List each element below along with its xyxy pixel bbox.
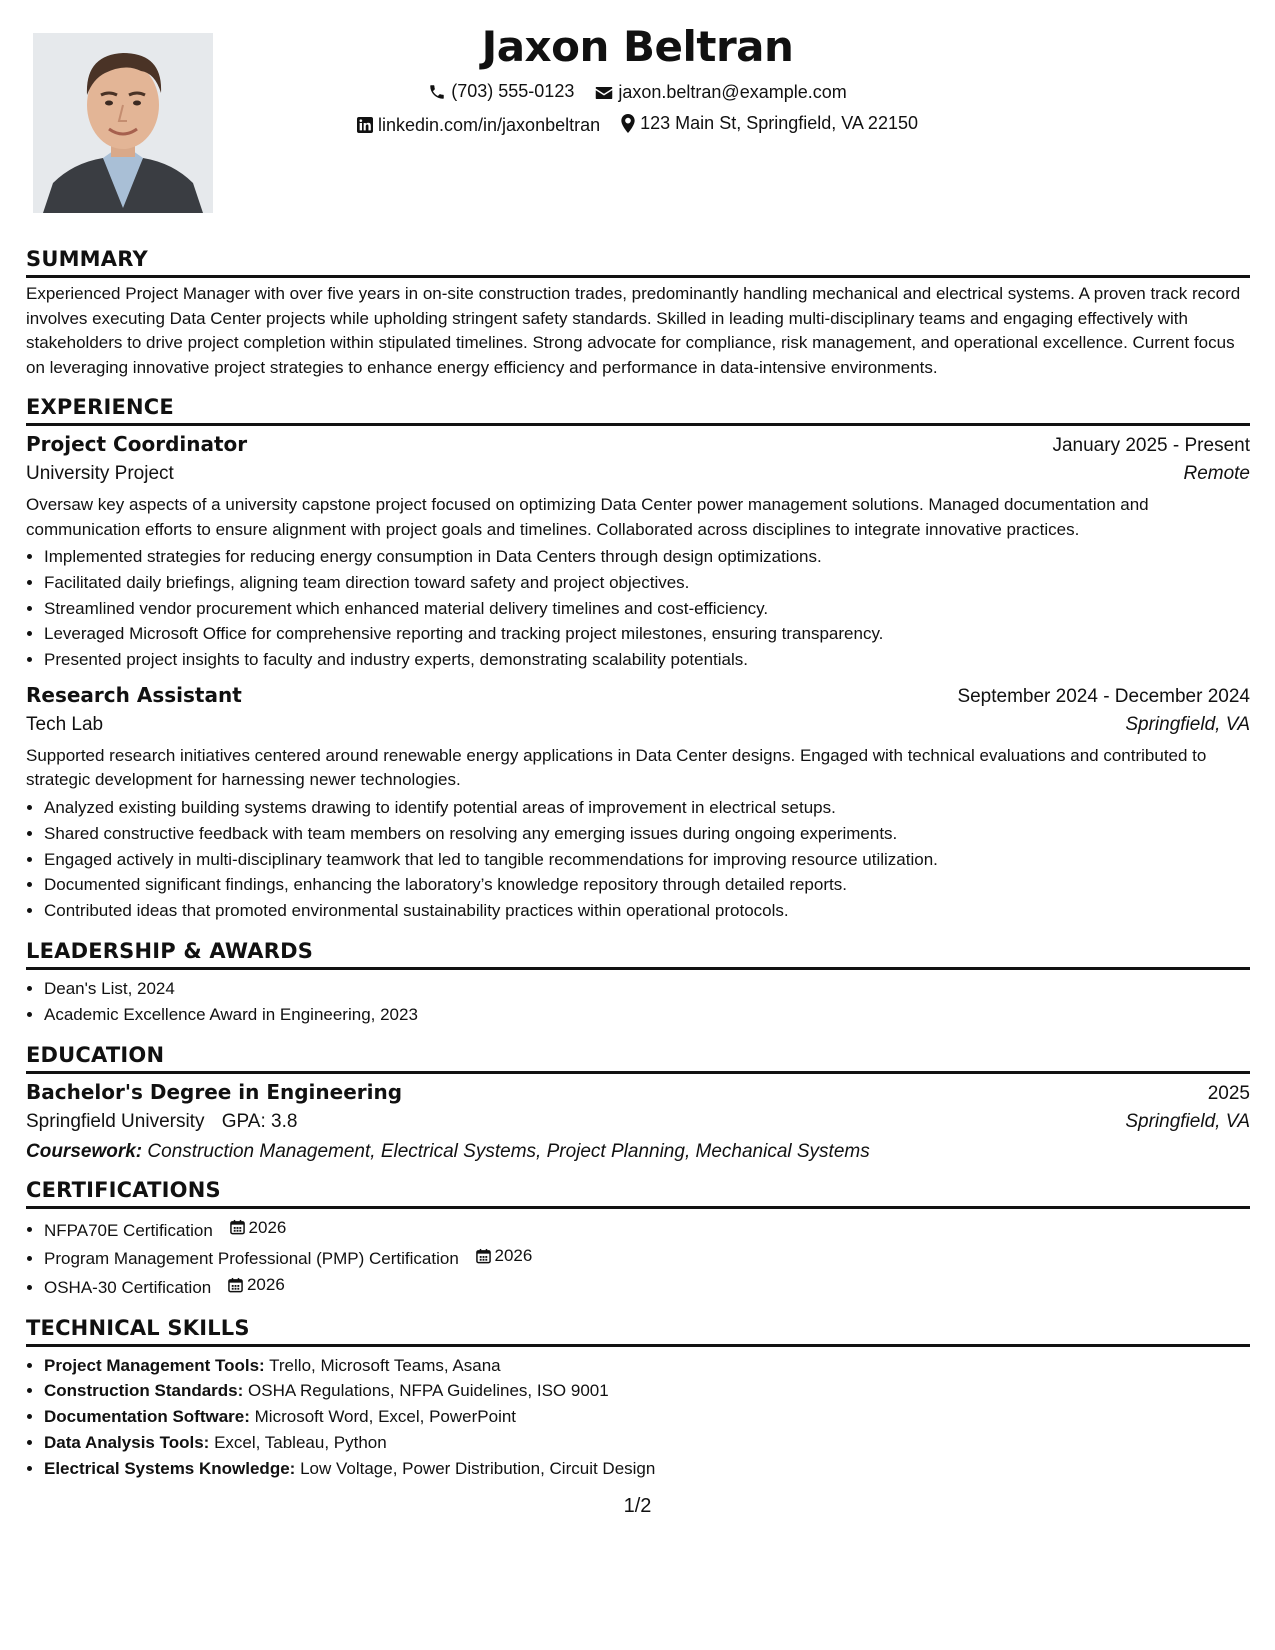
cert-year: 2026 bbox=[248, 1217, 287, 1237]
job-entry bbox=[26, 432, 1250, 673]
summary-section bbox=[26, 246, 1250, 380]
job-bullets bbox=[26, 544, 1250, 673]
skill-label: Data Analysis Tools: bbox=[44, 1433, 210, 1453]
calendar-icon bbox=[228, 1277, 243, 1293]
awards-section bbox=[26, 938, 1250, 1028]
job-description: Oversaw key aspects of a university capstone project focused on optimizing Data Center power management solutions. Managed documentation and communication efforts to ensure alignment with project goals and timelines. Collaborated across disciplines to integrate innovative practices. bbox=[26, 495, 1149, 539]
coursework-list: Construction Management, Electrical Systems, Project Planning, Mechanical Systems bbox=[147, 1140, 870, 1162]
skill-value: OSHA Regulations, NFPA Guidelines, ISO 9001 bbox=[248, 1381, 609, 1401]
job-org: University Project bbox=[26, 463, 174, 484]
list-item: • Academic Excellence Award in Engineering, 2023 bbox=[44, 1002, 1250, 1028]
list-item: • Shared constructive feedback with team members on resolving any emerging issues during ongoing experiments. bbox=[44, 821, 1250, 847]
skills-list bbox=[26, 1353, 1250, 1482]
contact-linkedin[interactable] bbox=[357, 115, 600, 136]
job-dates: September 2024 - December 2024 bbox=[957, 685, 1250, 707]
skill-value: Trello, Microsoft Teams, Asana bbox=[269, 1355, 501, 1375]
job-description: Supported research initiatives centered around renewable energy applications in Data Center designs. Engaged with technical evaluations and contributed to strategic development for harnessing newer technologies. bbox=[26, 745, 1207, 790]
cert-name: OSHA-30 Certification bbox=[44, 1277, 212, 1297]
job-bullets bbox=[26, 795, 1250, 924]
school-name: Springfield University bbox=[26, 1110, 205, 1132]
list-item bbox=[44, 1272, 1250, 1301]
list-item bbox=[44, 1378, 1250, 1404]
awards-list bbox=[26, 976, 1250, 1028]
cert-name: Program Management Professional (PMP) Certification bbox=[44, 1249, 459, 1269]
list-item: • Engaged actively in multi-disciplinary teamwork that led to tangible recommendations for improving resource utilization. bbox=[44, 847, 1250, 873]
cert-date bbox=[228, 1272, 285, 1298]
list-item: • Contributed ideas that promoted environmental sustainability practices within operational protocols. bbox=[44, 898, 1250, 924]
certifications-list bbox=[26, 1215, 1250, 1301]
job-dates: January 2025 - Present bbox=[1052, 435, 1250, 456]
job-location: Remote bbox=[1183, 463, 1250, 484]
linkedin-text: linkedin.com/in/jaxonbeltran bbox=[377, 114, 601, 135]
envelope-icon bbox=[595, 85, 613, 101]
coursework bbox=[26, 1141, 1250, 1163]
list-item: • Presented project insights to faculty and industry experts, demonstrating scalability potentials. bbox=[44, 647, 1250, 673]
cert-year: 2026 bbox=[494, 1246, 533, 1266]
section-title: CERTIFICATIONS bbox=[26, 1177, 1250, 1209]
list-item bbox=[44, 1456, 1250, 1482]
contact-email[interactable] bbox=[595, 82, 846, 103]
phone-icon bbox=[428, 83, 446, 101]
skill-value: Low Voltage, Power Distribution, Circuit Design bbox=[300, 1458, 656, 1478]
contact-line-1 bbox=[0, 81, 1275, 106]
calendar-icon bbox=[230, 1219, 245, 1235]
list-item: • Analyzed existing building systems drawing to identify potential areas of improvement in electrical setups. bbox=[44, 795, 1250, 821]
contact-phone[interactable] bbox=[428, 81, 574, 102]
graduation-year: 2025 bbox=[1207, 1082, 1250, 1104]
summary-text: Experienced Project Manager with over five years in on-site construction trades, predominantly handling mechanical and electrical systems. A proven track record involves executing Data Center projects while upholding stringent safety standards. Skilled in leading multi-disciplinary teams and engaging effectively with stakeholders to drive project completion within stipulated timelines. Strong advocate for compliance, risk management, and operational excellence. Current focus on leveraging innovative project strategies to enhance energy efficiency and performance in data-intensive environments. bbox=[26, 284, 1241, 377]
skills-section bbox=[26, 1315, 1250, 1482]
job-entry bbox=[26, 683, 1250, 924]
gpa: GPA: 3.8 bbox=[221, 1110, 298, 1132]
calendar-icon bbox=[476, 1248, 491, 1264]
phone-text: (703) 555-0123 bbox=[451, 81, 575, 101]
list-item bbox=[44, 1243, 1250, 1272]
list-item bbox=[44, 1215, 1250, 1244]
degree-title: Bachelor's Degree in Engineering bbox=[26, 1079, 403, 1104]
cert-year: 2026 bbox=[246, 1274, 285, 1294]
list-item bbox=[44, 1430, 1250, 1456]
address-text: 123 Main St, Springfield, VA 22150 bbox=[640, 113, 918, 133]
section-title: EXPERIENCE bbox=[26, 394, 1250, 426]
map-pin-icon bbox=[621, 114, 635, 133]
list-item: • Documented significant findings, enhancing the laboratory’s knowledge repository through detailed reports. bbox=[44, 872, 1250, 898]
cert-name: NFPA70E Certification bbox=[44, 1220, 213, 1240]
list-item: • Dean's List, 2024 bbox=[44, 976, 1250, 1002]
skill-value: Microsoft Word, Excel, PowerPoint bbox=[254, 1407, 517, 1427]
section-title: LEADERSHIP & AWARDS bbox=[26, 938, 1250, 970]
job-org: Tech Lab bbox=[26, 713, 104, 735]
list-item: • Streamlined vendor procurement which enhanced material delivery timelines and cost-efficiency. bbox=[44, 596, 1250, 622]
list-item: • Facilitated daily briefings, aligning team direction toward safety and project objectives. bbox=[44, 570, 1250, 596]
linkedin-icon bbox=[357, 117, 373, 133]
job-location: Springfield, VA bbox=[1125, 713, 1250, 735]
contact-line-2 bbox=[0, 113, 1275, 138]
education-section bbox=[26, 1042, 1250, 1163]
skill-label: Electrical Systems Knowledge: bbox=[44, 1458, 296, 1478]
school-location: Springfield, VA bbox=[1125, 1110, 1250, 1132]
section-title: EDUCATION bbox=[26, 1042, 1250, 1074]
cert-date bbox=[230, 1215, 287, 1241]
skill-value: Excel, Tableau, Python bbox=[214, 1433, 387, 1453]
page-number: 1/2 bbox=[623, 1495, 652, 1517]
section-title: SUMMARY bbox=[26, 246, 1250, 278]
email-text: jaxon.beltran@example.com bbox=[618, 82, 847, 102]
section-title: TECHNICAL SKILLS bbox=[26, 1315, 1250, 1347]
certifications-section bbox=[26, 1177, 1250, 1301]
coursework-label: Coursework: bbox=[26, 1140, 143, 1162]
experience-section bbox=[26, 394, 1250, 924]
list-item bbox=[44, 1404, 1250, 1430]
cert-date bbox=[476, 1243, 533, 1269]
skill-label: Documentation Software: bbox=[44, 1407, 250, 1427]
list-item bbox=[44, 1353, 1250, 1379]
skill-label: Project Management Tools: bbox=[44, 1355, 265, 1375]
contact-address bbox=[621, 113, 918, 134]
candidate-name: Jaxon Beltran bbox=[481, 22, 794, 71]
resume-content bbox=[26, 246, 1250, 1496]
list-item: • Leveraged Microsoft Office for comprehensive reporting and tracking project milestones, ensuring transparency. bbox=[44, 621, 1250, 647]
job-title: Project Coordinator bbox=[26, 432, 248, 456]
skill-label: Construction Standards: bbox=[44, 1381, 244, 1401]
job-title: Research Assistant bbox=[26, 682, 242, 707]
list-item: • Implemented strategies for reducing energy consumption in Data Centers through design optimizations. bbox=[44, 544, 1250, 570]
